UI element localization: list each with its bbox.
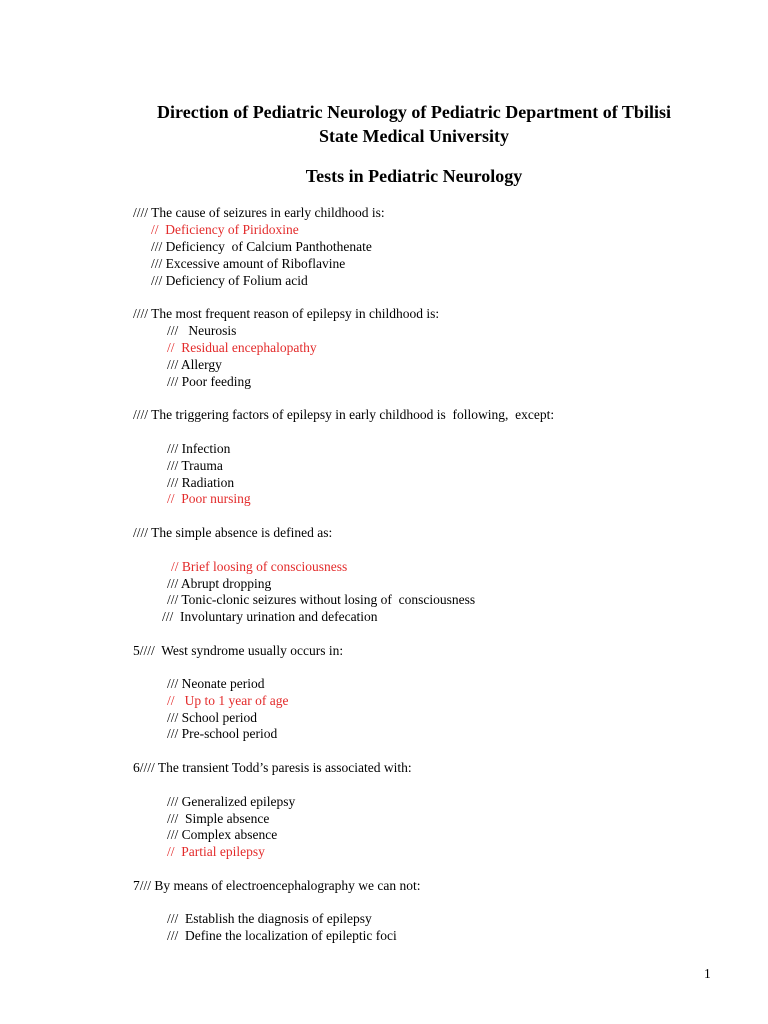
- question-5-option-1: /// Neonate period: [167, 676, 265, 691]
- question-3-option-4: // Poor nursing: [167, 491, 251, 506]
- page-number: 1: [704, 966, 711, 981]
- question-5-option-4: /// Pre-school period: [167, 726, 278, 741]
- question-1-option-4: /// Deficiency of Folium acid: [151, 273, 308, 288]
- question-2-option-2: // Residual encephalopathy: [167, 340, 317, 355]
- question-4-option-4: /// Involuntary urination and defecation: [162, 609, 378, 624]
- question-3-option-2: /// Trauma: [167, 458, 223, 473]
- question-7-prompt: 7/// By means of electroencephalography we can not:: [133, 878, 421, 893]
- question-6-option-1: /// Generalized epilepsy: [167, 794, 296, 809]
- question-2-option-3: /// Allergy: [167, 357, 222, 372]
- question-4-option-3: /// Tonic-clonic seizures without losing of consciousness: [167, 592, 476, 607]
- question-6-prompt: 6//// The transient Todd’s paresis is associated with:: [133, 760, 412, 775]
- question-6-option-3: /// Complex absence: [167, 827, 278, 842]
- question-2-option-4: /// Poor feeding: [167, 374, 251, 389]
- question-3-option-1: /// Infection: [167, 441, 231, 456]
- question-5-option-2: // Up to 1 year of age: [167, 693, 289, 708]
- question-4-prompt: //// The simple absence is defined as:: [133, 525, 333, 540]
- question-2-prompt: //// The most frequent reason of epilepsy in childhood is:: [133, 306, 440, 321]
- question-7-option-2: /// Define the localization of epileptic foci: [167, 928, 397, 943]
- question-4-option-2: /// Abrupt dropping: [167, 576, 272, 591]
- question-1-prompt: //// The cause of seizures in early childhood is:: [133, 205, 385, 220]
- question-5-prompt: 5//// West syndrome usually occurs in:: [133, 643, 344, 658]
- question-6-option-4: // Partial epilepsy: [167, 844, 265, 859]
- question-6-option-2: /// Simple absence: [167, 811, 270, 826]
- question-2-option-1: /// Neurosis: [167, 323, 237, 338]
- question-1-option-1: // Deficiency of Piridoxine: [151, 222, 299, 237]
- question-5-option-3: /// School period: [167, 710, 257, 725]
- document-title-line-2: State Medical University: [319, 126, 509, 146]
- document-subtitle: Tests in Pediatric Neurology: [305, 166, 523, 186]
- question-1-option-3: /// Excessive amount of Riboflavine: [151, 256, 346, 271]
- question-4-option-1: // Brief loosing of consciousness: [171, 559, 348, 574]
- document-title-line-1: Direction of Pediatric Neurology of Pediatric Department of Tbilisi: [157, 102, 671, 122]
- question-7-option-1: /// Establish the diagnosis of epilepsy: [167, 911, 372, 926]
- question-3-option-3: /// Radiation: [167, 475, 235, 490]
- question-1-option-2: /// Deficiency of Calcium Panthothenate: [151, 239, 372, 254]
- question-3-prompt: //// The triggering factors of epilepsy in early childhood is following, except:: [133, 407, 555, 422]
